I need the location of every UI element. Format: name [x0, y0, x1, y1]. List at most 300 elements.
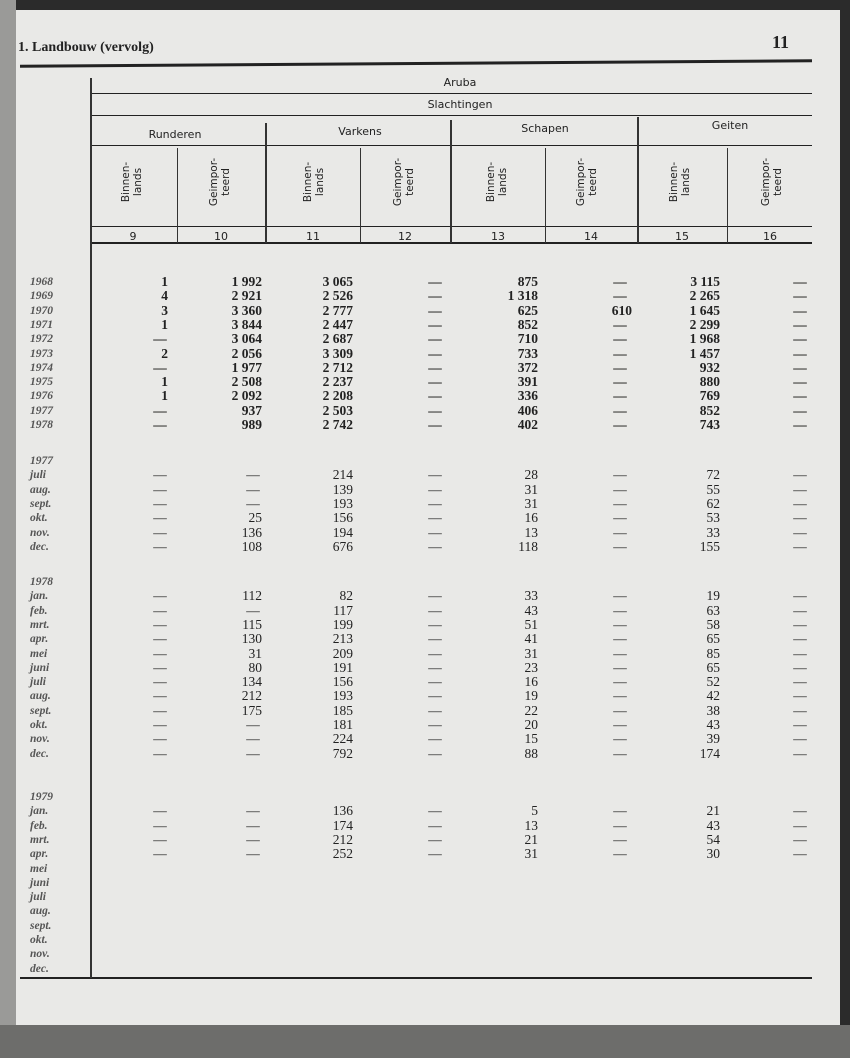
table-cell: —: [428, 731, 442, 747]
scan-edge: [0, 0, 16, 1058]
table-cell: —: [793, 688, 807, 704]
row-label: feb.: [30, 604, 48, 617]
table-cell: 21: [706, 803, 720, 819]
table-cell: —: [793, 359, 807, 375]
stub-divider: [90, 78, 92, 978]
table-cell: 42: [706, 688, 720, 704]
table-cell: —: [153, 803, 167, 819]
divider: [265, 123, 267, 243]
table-cell: —: [613, 524, 627, 540]
row-label: okt.: [30, 719, 48, 731]
table-cell: —: [153, 631, 167, 647]
table-cell: —: [613, 288, 627, 304]
table-cell: —: [613, 803, 627, 819]
table-cell: 1: [161, 316, 168, 332]
table-cell: —: [153, 674, 167, 690]
period-heading: 1977: [30, 455, 53, 467]
table-cell: —: [613, 745, 627, 761]
divider: [450, 120, 452, 243]
table-cell: 31: [248, 645, 262, 661]
table-cell: 43: [706, 817, 720, 833]
table-cell: 62: [706, 495, 720, 511]
table-cell: 212: [241, 688, 262, 704]
table-cell: 3 115: [690, 274, 720, 289]
table-cell: 2 526: [322, 288, 353, 304]
row-label: mrt.: [30, 618, 50, 631]
table-cell: —: [793, 659, 807, 675]
table-cell: 1: [161, 374, 168, 390]
table-cell: 43: [706, 717, 720, 732]
table-cell: 88: [524, 745, 538, 761]
table-cell: 4: [161, 288, 168, 304]
column-number: 15: [675, 230, 689, 243]
row-label: aug.: [30, 483, 51, 496]
table-cell: —: [613, 510, 627, 526]
table-cell: 112: [242, 588, 262, 604]
period-heading: 1979: [30, 791, 53, 803]
row-label: feb.: [30, 819, 48, 832]
table-cell: —: [246, 495, 260, 511]
table-cell: —: [613, 374, 627, 390]
table-cell: —: [613, 331, 627, 347]
table-cell: 20: [524, 717, 538, 732]
subcolumn-header: Geimpor- teerd: [392, 157, 416, 207]
table-cell: 194: [332, 524, 353, 540]
table-cell: 2 208: [322, 388, 353, 404]
table-cell: —: [428, 331, 442, 347]
table-cell: 2 265: [689, 288, 720, 304]
divider: [360, 148, 361, 243]
table-cell: 3 844: [231, 316, 262, 332]
row-label: 1977: [30, 404, 53, 417]
table-cell: —: [793, 588, 807, 604]
table-cell: —: [793, 831, 807, 847]
table-cell: —: [613, 538, 627, 554]
row-label: juni: [30, 876, 50, 889]
table-cell: —: [153, 817, 167, 833]
table-cell: —: [613, 616, 627, 632]
table-cell: 3 065: [322, 274, 353, 289]
section-title: 1. Landbouw (vervolg): [18, 40, 154, 55]
table-cell: 181: [332, 717, 353, 732]
table-cell: 2 921: [231, 288, 262, 304]
table-cell: —: [428, 467, 442, 483]
table-cell: 65: [706, 631, 720, 647]
rule: [90, 93, 812, 94]
table-cell: —: [153, 659, 167, 675]
table-cell: —: [246, 467, 260, 483]
row-label: 1969: [30, 290, 53, 303]
table-cell: 39: [706, 731, 720, 747]
table-cell: —: [153, 745, 167, 761]
table-cell: —: [153, 538, 167, 554]
table-cell: 156: [332, 674, 353, 690]
table-cell: 199: [332, 616, 353, 632]
table-cell: —: [246, 481, 260, 497]
subcolumn-header: Geimpor- teerd: [760, 157, 784, 207]
table-cell: —: [428, 803, 442, 819]
table-cell: 130: [241, 631, 262, 647]
table-cell: 743: [699, 417, 720, 432]
table-cell: 932: [699, 359, 720, 375]
column-number: 9: [129, 230, 137, 243]
table-cell: —: [613, 481, 627, 497]
table-cell: —: [793, 717, 807, 732]
table-cell: —: [613, 359, 627, 375]
table-cell: 16: [524, 510, 538, 526]
row-label: sept.: [30, 704, 52, 717]
divider: [545, 148, 546, 243]
table-cell: 1 968: [689, 331, 720, 347]
table-cell: —: [246, 817, 260, 833]
table-cell: —: [793, 817, 807, 833]
table-cell: —: [793, 374, 807, 390]
table-cell: —: [153, 331, 167, 347]
table-cell: 1 992: [231, 274, 262, 289]
table-cell: 406: [517, 402, 538, 418]
column-number: 11: [306, 230, 320, 243]
table-cell: —: [793, 288, 807, 304]
table-cell: —: [153, 717, 167, 732]
table-cell: —: [793, 731, 807, 747]
table-cell: —: [793, 616, 807, 632]
table-cell: —: [613, 846, 627, 862]
table-cell: 1 318: [507, 288, 538, 304]
table-cell: —: [613, 817, 627, 833]
table-cell: 193: [332, 495, 353, 511]
group-header-runderen: Runderen: [148, 128, 202, 141]
table-cell: 33: [706, 524, 720, 540]
table-cell: 214: [332, 467, 353, 483]
table-cell: —: [153, 417, 167, 432]
table-cell: —: [613, 467, 627, 483]
table-cell: 875: [517, 274, 538, 289]
table-cell: —: [613, 316, 627, 332]
table-cell: —: [793, 846, 807, 862]
table-cell: 117: [333, 602, 353, 618]
table-cell: —: [153, 467, 167, 483]
table-cell: —: [428, 688, 442, 704]
table-cell: 65: [706, 659, 720, 675]
table-cell: —: [428, 645, 442, 661]
table-cell: —: [153, 495, 167, 511]
row-label: dec.: [30, 747, 49, 760]
row-label: 1972: [30, 333, 53, 346]
subcolumn-header: Geimpor- teerd: [575, 157, 599, 207]
table-cell: 31: [524, 645, 538, 661]
table-cell: 54: [706, 831, 720, 847]
table-cell: —: [428, 817, 442, 833]
table-cell: —: [428, 602, 442, 618]
table-cell: —: [153, 645, 167, 661]
table-cell: —: [428, 538, 442, 554]
table-cell: —: [793, 702, 807, 718]
table-cell: 22: [524, 702, 538, 718]
row-label: sept.: [30, 497, 52, 510]
row-label: 1970: [30, 304, 53, 317]
table-cell: —: [793, 467, 807, 483]
table-cell: 880: [699, 374, 720, 390]
row-label: 1971: [30, 318, 53, 331]
region-header: Aruba: [443, 76, 477, 89]
table-cell: 3 360: [231, 302, 262, 318]
table-cell: —: [428, 674, 442, 690]
table-cell: 118: [518, 538, 538, 554]
table-cell: —: [613, 702, 627, 718]
subcolumn-header: Binnen- lands: [485, 161, 509, 203]
table-cell: —: [793, 274, 807, 289]
table-cell: —: [428, 288, 442, 304]
table-cell: 5: [531, 803, 538, 819]
table-cell: —: [613, 717, 627, 732]
table-cell: 2 508: [231, 374, 262, 390]
table-cell: —: [246, 803, 260, 819]
table-cell: —: [428, 702, 442, 718]
table-cell: 85: [706, 645, 720, 661]
table-cell: —: [428, 359, 442, 375]
row-label: 1975: [30, 376, 53, 389]
table-cell: 136: [332, 803, 353, 819]
table-cell: —: [428, 402, 442, 418]
table-cell: —: [793, 481, 807, 497]
table-cell: 2 777: [322, 302, 353, 318]
table-cell: 53: [706, 510, 720, 526]
table-cell: 185: [332, 702, 353, 718]
table-cell: —: [246, 731, 260, 747]
table-cell: —: [153, 846, 167, 862]
table-cell: 13: [524, 817, 538, 833]
table-cell: 1 457: [689, 345, 720, 361]
table-cell: —: [428, 745, 442, 761]
table-cell: 55: [706, 481, 720, 497]
table-cell: —: [613, 588, 627, 604]
table-cell: 72: [706, 467, 720, 483]
table-cell: 28: [524, 467, 538, 483]
table-cell: 19: [706, 588, 720, 604]
table-cell: —: [246, 745, 260, 761]
table-cell: 193: [332, 688, 353, 704]
table-cell: —: [613, 495, 627, 511]
subcolumn-header: Binnen- lands: [120, 161, 144, 203]
table-cell: 252: [332, 846, 353, 862]
table-cell: —: [428, 374, 442, 390]
period-heading: 1978: [30, 576, 53, 588]
table-cell: —: [428, 831, 442, 847]
column-number: 14: [584, 230, 598, 243]
table-cell: 155: [699, 538, 720, 554]
table-cell: 174: [699, 745, 720, 761]
footer-rule: [20, 977, 812, 979]
row-label: 1968: [30, 276, 53, 288]
row-label: juni: [30, 661, 50, 674]
table-cell: 224: [332, 731, 353, 747]
table-cell: —: [793, 345, 807, 361]
row-label: 1976: [30, 390, 53, 403]
table-cell: 16: [524, 674, 538, 690]
table-cell: 2 742: [322, 417, 353, 432]
table-cell: —: [793, 803, 807, 819]
table-cell: 108: [241, 538, 262, 554]
subcolumn-header: Binnen- lands: [302, 161, 326, 203]
table-cell: 175: [241, 702, 262, 718]
table-cell: —: [428, 631, 442, 647]
table-cell: 41: [524, 631, 538, 647]
table-cell: 191: [332, 659, 353, 675]
row-label: apr.: [30, 848, 49, 861]
table-cell: —: [613, 631, 627, 647]
table-cell: 51: [524, 616, 538, 632]
table-cell: 139: [332, 481, 353, 497]
table-cell: 769: [699, 388, 720, 404]
table-cell: 52: [706, 674, 720, 690]
table-cell: 80: [248, 659, 262, 675]
row-label: mrt.: [30, 833, 50, 846]
table-cell: —: [613, 274, 627, 289]
row-label: nov.: [30, 948, 50, 961]
subject-header: Slachtingen: [427, 98, 493, 111]
table-cell: —: [613, 645, 627, 661]
table-cell: 610: [611, 302, 632, 318]
row-label: jan.: [30, 805, 49, 818]
table-cell: —: [428, 388, 442, 404]
table-cell: 2 447: [322, 316, 353, 332]
table-cell: —: [246, 717, 260, 732]
table-cell: 1 977: [231, 359, 262, 375]
table-cell: 58: [706, 616, 720, 632]
table-cell: —: [428, 345, 442, 361]
divider: [727, 148, 728, 243]
table-cell: —: [613, 731, 627, 747]
table-cell: —: [793, 538, 807, 554]
table-cell: 134: [241, 674, 262, 690]
table-cell: 2 092: [231, 388, 262, 404]
table-cell: 852: [699, 402, 720, 418]
table-cell: 989: [241, 417, 262, 432]
row-label: juli: [30, 469, 46, 482]
row-label: mei: [30, 862, 48, 875]
table-cell: —: [793, 316, 807, 332]
table-cell: 733: [517, 345, 538, 361]
table-cell: —: [428, 659, 442, 675]
row-label: 1978: [30, 419, 53, 431]
table-cell: —: [793, 510, 807, 526]
row-label: jan.: [30, 590, 49, 603]
table-cell: —: [428, 717, 442, 732]
table-cell: 3: [161, 302, 168, 318]
table-cell: 2: [161, 345, 168, 361]
table-cell: 33: [524, 588, 538, 604]
table-cell: —: [153, 510, 167, 526]
table-cell: —: [613, 345, 627, 361]
table-cell: —: [246, 846, 260, 862]
table-cell: 174: [332, 817, 353, 833]
table-cell: —: [793, 402, 807, 418]
table-cell: —: [153, 702, 167, 718]
table-cell: 63: [706, 602, 720, 618]
table-cell: 2 056: [231, 345, 262, 361]
row-label: okt.: [30, 934, 48, 946]
table-cell: 212: [332, 831, 353, 847]
rule: [90, 115, 812, 116]
table-cell: —: [428, 417, 442, 432]
table-cell: —: [428, 274, 442, 289]
divider: [177, 148, 178, 243]
table-cell: 82: [339, 588, 353, 604]
table-cell: 156: [332, 510, 353, 526]
table-cell: 31: [524, 495, 538, 511]
table-cell: —: [153, 731, 167, 747]
table-cell: —: [613, 602, 627, 618]
subcolumn-header: Binnen- lands: [668, 161, 692, 203]
table-cell: 38: [706, 702, 720, 718]
table-cell: 676: [332, 538, 353, 554]
table-cell: 336: [517, 388, 538, 404]
scan-bottom-edge: [0, 1025, 850, 1058]
group-header-schapen: Schapen: [521, 122, 569, 135]
row-label: aug.: [30, 690, 51, 703]
table-cell: 2 712: [322, 359, 353, 375]
table-cell: 391: [517, 374, 538, 390]
table-cell: 31: [524, 846, 538, 862]
table-cell: —: [428, 302, 442, 318]
table-cell: —: [613, 674, 627, 690]
page-number: 11: [772, 32, 790, 52]
table-cell: 1: [161, 274, 168, 289]
row-label: okt.: [30, 512, 48, 525]
table-cell: —: [428, 616, 442, 632]
table-cell: 2 503: [322, 402, 353, 418]
table-cell: 13: [524, 524, 538, 540]
table-cell: —: [613, 831, 627, 847]
table-cell: —: [793, 524, 807, 540]
table-cell: —: [246, 602, 260, 618]
table-cell: —: [793, 331, 807, 347]
table-cell: —: [153, 524, 167, 540]
table-cell: —: [793, 645, 807, 661]
group-header-varkens: Varkens: [338, 125, 382, 138]
table-cell: —: [153, 616, 167, 632]
table-cell: 21: [524, 831, 538, 847]
table-cell: —: [428, 510, 442, 526]
table-cell: 852: [517, 316, 538, 332]
row-label: 1973: [30, 347, 53, 360]
table-cell: —: [428, 588, 442, 604]
table-cell: 3 309: [322, 345, 353, 361]
table-cell: 1 645: [689, 302, 720, 318]
table-cell: —: [153, 481, 167, 497]
column-number: 13: [491, 230, 505, 243]
table-cell: —: [428, 495, 442, 511]
table-cell: 2 299: [689, 316, 720, 332]
row-label: nov.: [30, 526, 50, 539]
table-cell: 136: [241, 524, 262, 540]
row-label: dec.: [30, 962, 49, 975]
row-label: nov.: [30, 733, 50, 746]
divider: [637, 117, 639, 243]
row-label: sept.: [30, 919, 52, 932]
table-cell: —: [613, 402, 627, 418]
table-cell: 1: [161, 388, 168, 404]
column-number: 10: [214, 230, 228, 243]
row-label: juli: [30, 891, 46, 904]
table-cell: —: [613, 659, 627, 675]
table-cell: 710: [517, 331, 538, 347]
table-cell: —: [153, 359, 167, 375]
row-label: aug.: [30, 905, 51, 918]
table-cell: —: [793, 674, 807, 690]
table-cell: 31: [524, 481, 538, 497]
table-cell: 209: [332, 645, 353, 661]
